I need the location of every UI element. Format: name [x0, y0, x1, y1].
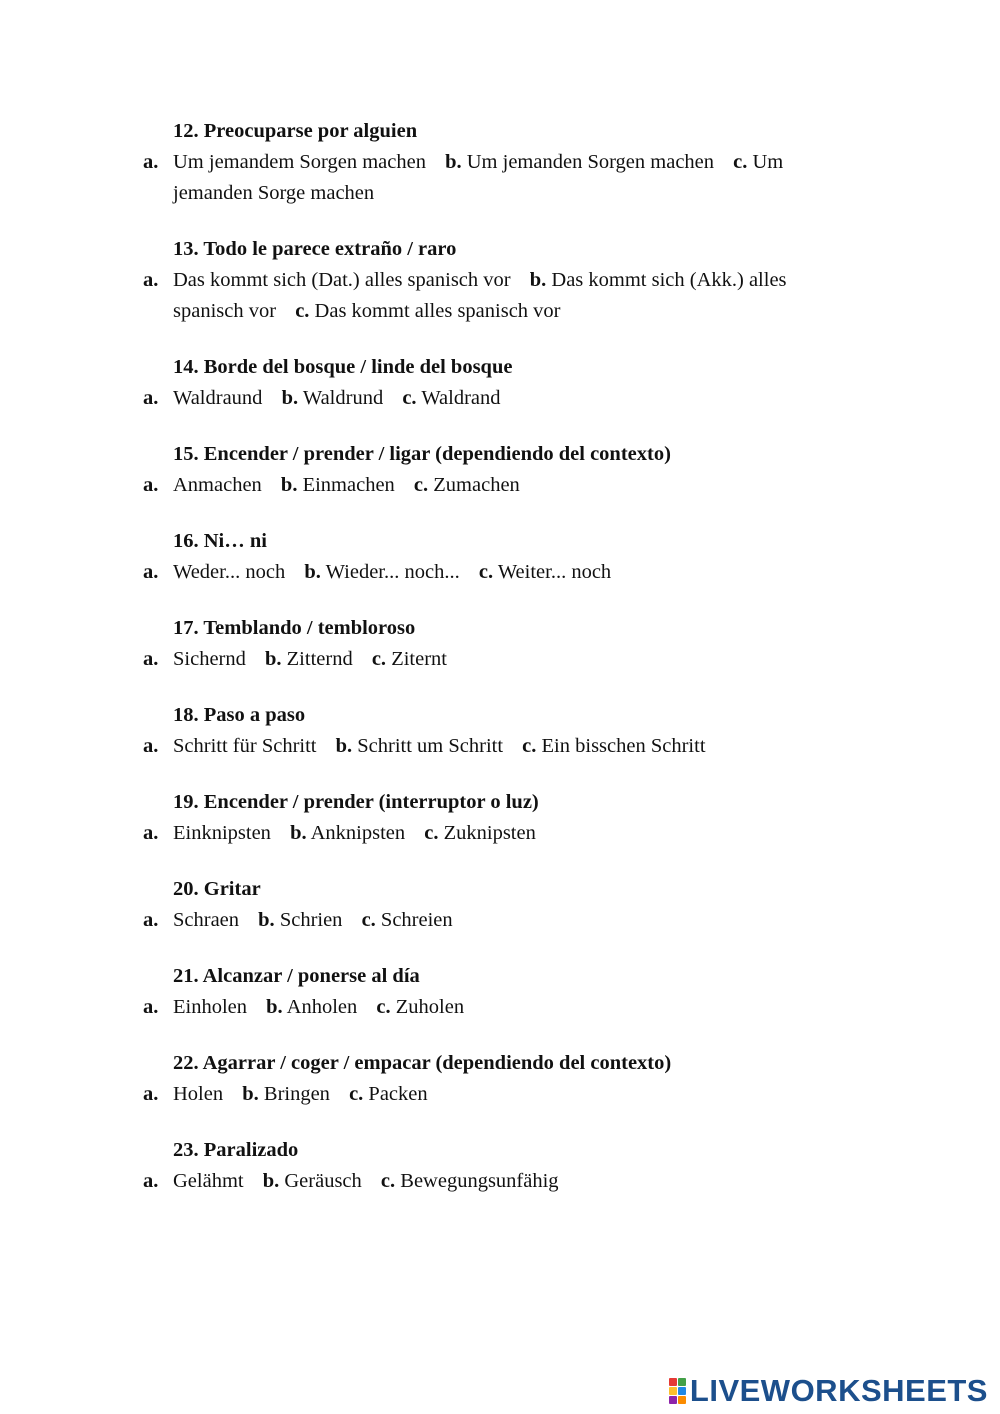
question-title: 23. Paralizado [173, 1139, 299, 1161]
option-text: Schreien [380, 909, 453, 931]
option-letter: b. [242, 1083, 259, 1105]
logo-square [669, 1387, 677, 1395]
question-block [143, 874, 843, 936]
question-title: 12. Preocuparse por alguien [173, 120, 418, 142]
option-text: Um jemanden Sorgen machen [466, 151, 715, 173]
option-letter: b. [445, 151, 462, 173]
option-text: Das kommt sich (Akk.) alles spanisch vor [173, 269, 787, 322]
question-options [143, 1079, 843, 1110]
option-letter: c. [380, 1170, 396, 1192]
question-title: 14. Borde del bosque / linde del bosque [173, 356, 513, 378]
question-options [143, 383, 843, 414]
option-text: Einholen [173, 996, 248, 1018]
option-text: Ein bisschen Schritt [541, 735, 706, 757]
option-text: Waldraund [173, 387, 263, 409]
question-options [143, 818, 843, 849]
option-text: Packen [368, 1083, 428, 1105]
question-block [143, 961, 843, 1023]
option-text: Sichernd [173, 648, 246, 670]
question-options [143, 992, 843, 1023]
option-letter: b. [266, 996, 283, 1018]
logo-square [678, 1387, 686, 1395]
option-letter: b. [281, 387, 299, 409]
question-block [143, 439, 843, 501]
option-text: Das kommt sich (Dat.) alles spanisch vor [173, 269, 511, 291]
option-text: Das kommt alles spanisch vor [314, 300, 561, 322]
question-options [143, 905, 843, 936]
logo-square [669, 1396, 677, 1404]
question-options [143, 470, 843, 501]
question-block [143, 526, 843, 588]
option-letter: c. [478, 561, 494, 583]
option-letter: b. [265, 648, 282, 670]
option-text: Bringen [263, 1083, 330, 1105]
option-text: Holen [173, 1083, 224, 1105]
question-options [143, 265, 843, 327]
option-letter: b. [290, 822, 307, 844]
question-options [143, 731, 843, 762]
option-text: Bewegungsunfähig [400, 1170, 559, 1192]
option-letter: a. [143, 151, 159, 173]
question-block [143, 1135, 843, 1197]
option-text: Um jemandem Sorgen machen [173, 151, 426, 173]
logo-square [669, 1378, 677, 1386]
question-block [143, 352, 843, 414]
question-block [143, 1048, 843, 1110]
option-letter: b. [262, 1170, 280, 1192]
logo-square [678, 1378, 686, 1386]
option-text: Schritt um Schritt [357, 735, 504, 757]
question-options [143, 644, 843, 675]
option-text: Schraen [173, 909, 240, 931]
question-block [143, 787, 843, 849]
option-letter: c. [424, 822, 439, 844]
option-text: Waldrund [302, 387, 384, 409]
option-text: Zuknipsten [443, 822, 536, 844]
logo-square [678, 1396, 686, 1404]
option-text: Gelähmt [173, 1170, 244, 1192]
option-letter: c. [295, 300, 310, 322]
brand-name: LIVEWORKSHEETS [689, 1373, 988, 1408]
option-letter: a. [143, 1083, 159, 1105]
option-letter: a. [143, 648, 159, 670]
option-letter: c. [402, 387, 417, 409]
question-title: 21. Alcanzar / ponerse al día [173, 965, 420, 987]
option-letter: c. [413, 474, 429, 496]
option-letter: b. [280, 474, 298, 496]
option-letter: b. [304, 561, 321, 583]
option-text: Waldrand [421, 387, 501, 409]
option-letter: a. [143, 474, 159, 496]
question-title: 17. Temblando / tembloroso [173, 617, 416, 639]
option-text: Anmachen [173, 474, 262, 496]
question-options [143, 147, 843, 209]
option-letter: b. [335, 735, 353, 757]
option-text: Ziternt [391, 648, 447, 670]
option-text: Wieder... noch... [325, 561, 460, 583]
option-letter: c. [349, 1083, 364, 1105]
option-text: Weder... noch [173, 561, 286, 583]
option-text: Schritt für Schritt [173, 735, 317, 757]
option-letter: c. [522, 735, 537, 757]
option-text: Zitternd [286, 648, 353, 670]
option-letter: a. [143, 822, 159, 844]
option-text: Anholen [286, 996, 358, 1018]
question-options [143, 557, 843, 588]
option-text: Zumachen [433, 474, 520, 496]
option-text: Einknipsten [173, 822, 271, 844]
option-text: Um jemanden Sorge machen [173, 151, 784, 204]
question-options [143, 1166, 843, 1197]
option-text: Weiter... noch [497, 561, 612, 583]
option-text: Zuholen [395, 996, 465, 1018]
question-block [143, 234, 843, 327]
question-title: 13. Todo le parece extraño / raro [173, 238, 457, 260]
option-letter: a. [143, 735, 159, 757]
option-letter: a. [143, 909, 159, 931]
option-text: Einmachen [302, 474, 395, 496]
worksheet [143, 116, 843, 1222]
question-title: 20. Gritar [173, 878, 261, 900]
option-letter: a. [143, 387, 159, 409]
question-block [143, 116, 843, 209]
liveworksheets-brand [669, 1375, 988, 1406]
question-title: 22. Agarrar / coger / empacar (dependiendo del contexto) [173, 1052, 672, 1074]
option-letter: c. [733, 151, 748, 173]
question-title: 18. Paso a paso [173, 704, 306, 726]
option-letter: a. [143, 561, 159, 583]
question-block [143, 700, 843, 762]
question-title: 15. Encender / prender / ligar (dependiendo del contexto) [173, 443, 671, 465]
option-letter: b. [258, 909, 275, 931]
option-letter: c. [361, 909, 376, 931]
liveworksheets-logo-icon [669, 1378, 686, 1404]
question-block [143, 613, 843, 675]
question-title: 16. Ni… ni [173, 530, 267, 552]
option-letter: b. [529, 269, 547, 291]
option-letter: a. [143, 996, 159, 1018]
option-letter: c. [376, 996, 391, 1018]
option-text: Schrien [279, 909, 343, 931]
option-letter: c. [371, 648, 387, 670]
option-letter: a. [143, 269, 159, 291]
question-title: 19. Encender / prender (interruptor o luz) [173, 791, 539, 813]
option-letter: a. [143, 1170, 159, 1192]
option-text: Geräusch [284, 1170, 362, 1192]
option-text: Anknipsten [310, 822, 406, 844]
